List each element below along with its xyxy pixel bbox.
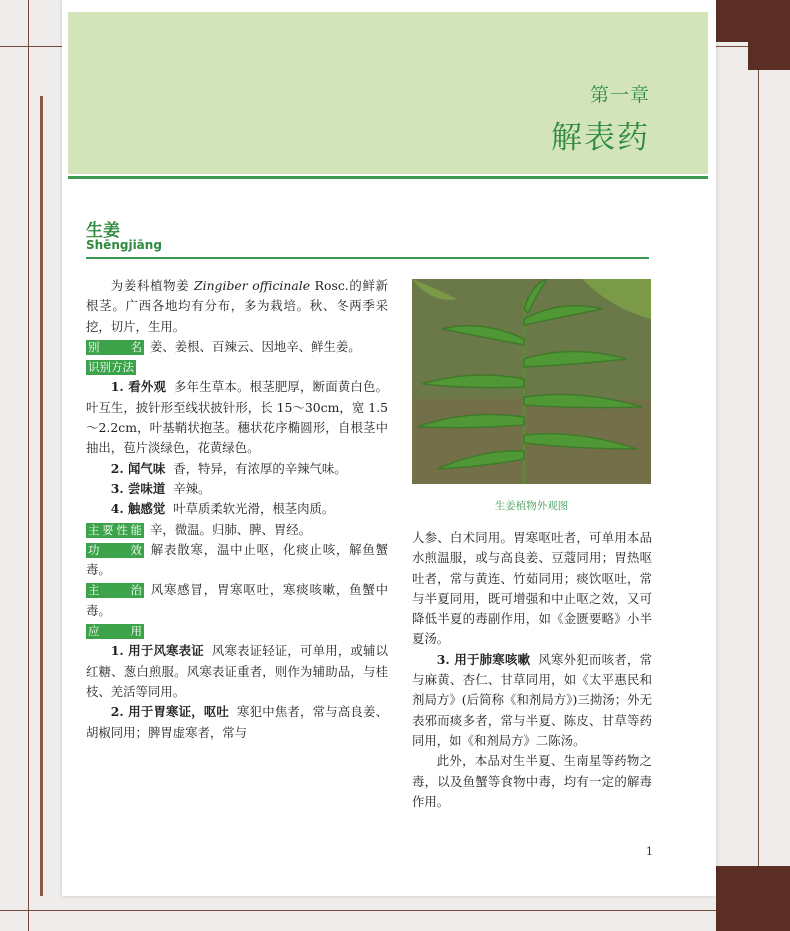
herb-pinyin: Shēngjiāng [86,238,162,252]
identify-item: 4. 触感觉 叶草质柔软光滑，根茎肉质。 [110,501,335,517]
photo-caption: 生姜植物外观图 [494,500,569,512]
page-number: 1 [646,845,653,858]
herb-rule [86,257,649,259]
herb-name: 生姜 [86,221,120,241]
property-section: 主要性能 辛，微温。归肺、脾、胃经。 [88,521,312,537]
continuation-paragraph: 人参、白术同用。胃寒呕吐者，可单用本品水煎温服，或与高良姜、豆蔻同用；胃热呕吐者，常与黄连、竹茹同用；痰饮呕吐，常与半夏同用，既可增强和中止呕之效，又可降低半夏的毒副作用，如《金匮要略》小半夏汤。 [412,530,652,647]
chapter-title: 解表药 [551,120,650,156]
identify-item: 3. 尝味道 辛辣。 [110,480,211,496]
efficacy-tag: 功效 [88,542,142,557]
identify-tag: 识别方法 [88,360,134,375]
latin-name: Zingiber officinale [194,278,311,293]
identify-item: 1. 看外观 多年生草本。根茎肥厚，断面黄白色。叶互生，披针形至线状披针形，长 15～30cm，宽 1.5～2.2cm，叶基鞘状抱茎。穗状花序椭圆形，自根茎中抽出，苞片淡绿色，花黄绿色。 [86,379,388,456]
application-section [86,621,388,641]
left-column [86,276,388,743]
alias-section: 别名 姜、姜根、百辣云、因地辛、鲜生姜。 [88,338,361,354]
application-tag: 应用 [88,624,142,639]
identify-section [86,357,388,377]
right-column [412,528,652,812]
intro-paragraph: 为姜科植物姜 Zingiber officinale Rosc.的鲜新根茎。广西各地均有分布，多为栽培。秋、冬两季采挖，切片，生用。 [86,278,388,334]
plant-illustration [412,279,651,484]
corner-block [716,866,790,931]
indication-section: 主治 风寒感冒，胃寒呕吐，寒痰咳嗽，鱼蟹中毒。 [86,582,388,618]
background-line [0,910,790,911]
identify-item: 2. 闻气味 香，特异，有浓厚的辛辣气味。 [110,460,347,476]
background-line [28,0,29,931]
application-item: 2. 用于胃寒证，呕吐 寒犯中焦者，常与高良姜、胡椒同用；脾胃虚寒者，常与 [86,704,389,740]
alias-tag: 别名 [88,339,142,354]
banner-rule [68,176,708,179]
application-item: 3. 用于肺寒咳嗽 风寒外犯而咳者，常与麻黄、杏仁、甘草同用，如《太平惠民和剂局方》(后简称《和剂局方》)三拗汤；外无表邪而痰多者，常与半夏、陈皮、甘草等药同用，如《和剂局方》二陈汤。 [412,651,653,748]
corner-block [40,96,43,896]
chapter-number: 第一章 [589,84,650,106]
background-line [758,0,759,931]
ginger-plant-photo [412,279,651,484]
closing-paragraph: 此外，本品对生半夏、生南星等药物之毒，以及鱼蟹等食物中毒，均有一定的解毒作用。 [412,753,652,809]
efficacy-section: 功效 解表散寒，温中止呕，化痰止咳，解鱼蟹毒。 [86,541,388,578]
corner-block [748,0,790,70]
indication-tag: 主治 [88,583,142,598]
application-item: 1. 用于风寒表证 风寒表证轻证，可单用，或辅以红糖、葱白煎服。风寒表证重者，则作为辅助品，与桂枝、羌活等同用。 [86,643,389,699]
property-tag: 主要性能 [88,522,142,537]
